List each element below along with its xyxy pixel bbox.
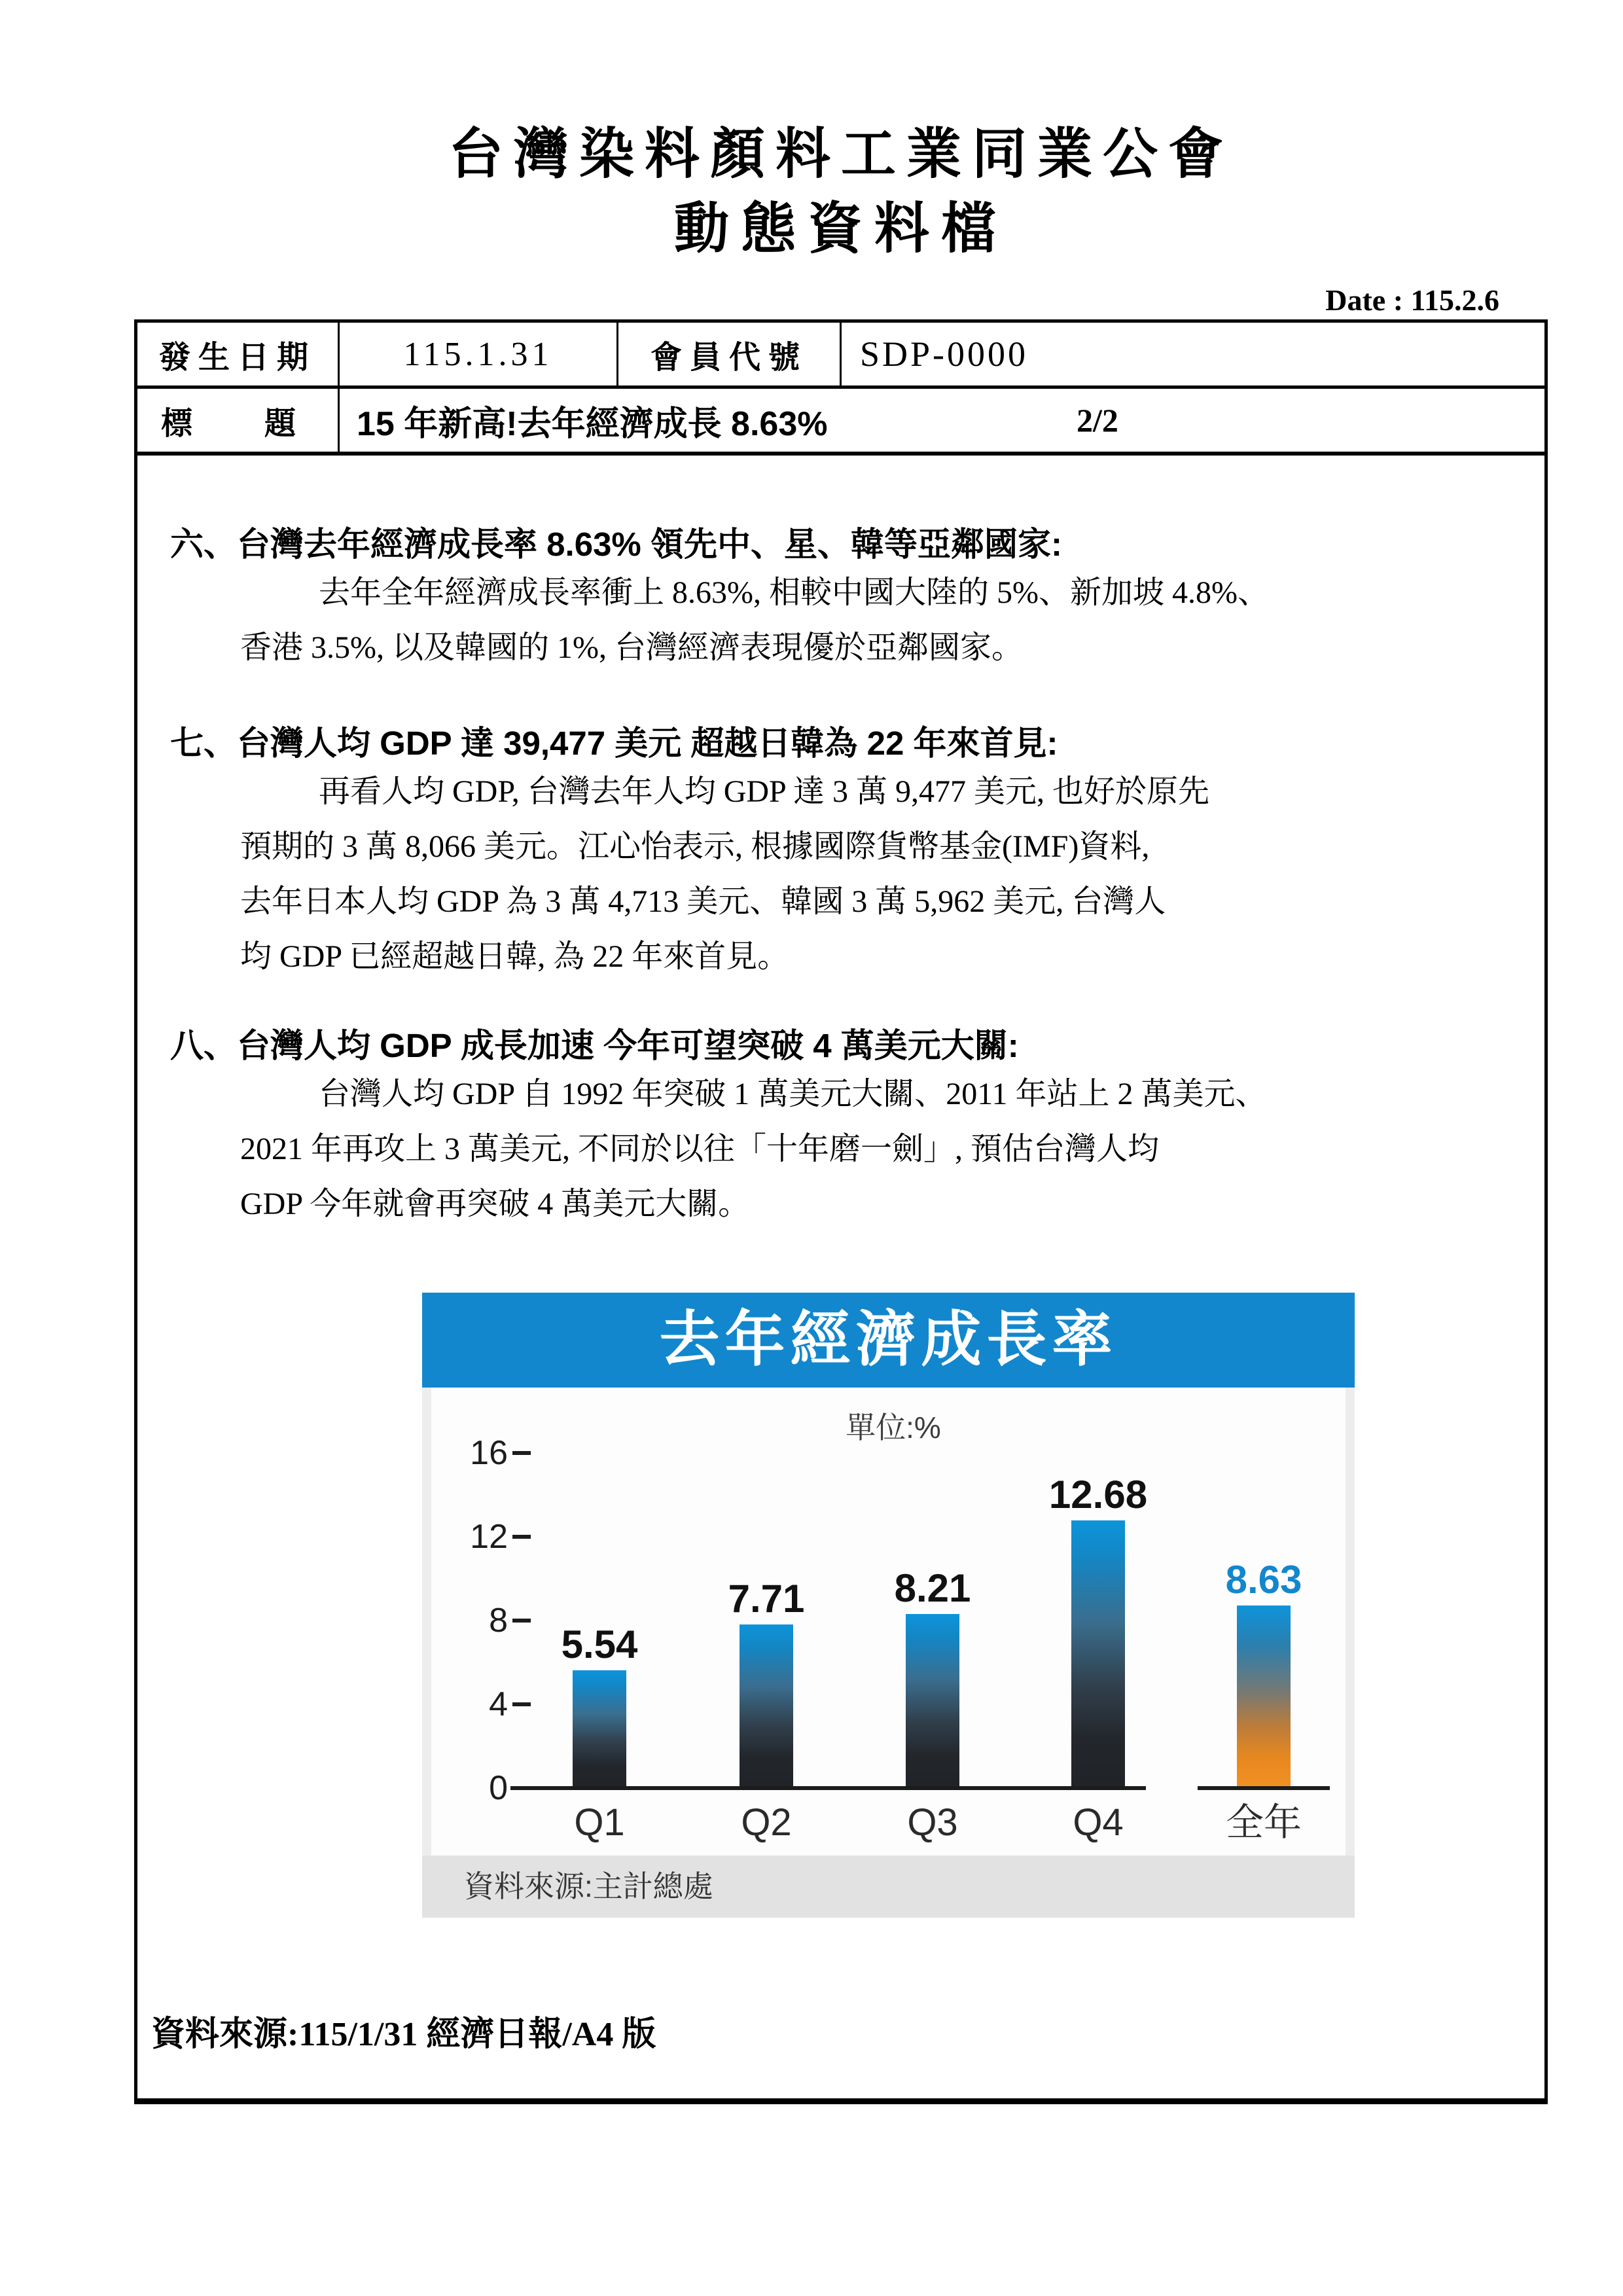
subject-label	[137, 389, 340, 452]
section-7	[137, 723, 1544, 984]
body-line: 再看人均 GDP, 台灣去年人均 GDP 達 3 萬 9,477 美元, 也好於原先	[319, 774, 1209, 809]
x-axis-label-Q1: Q1	[574, 1801, 625, 1844]
y-axis-tick-0	[422, 1770, 531, 1806]
chart-unit-label: 單位:%	[846, 1410, 941, 1444]
body-line: 2021 年再攻上 3 萬美元, 不同於以往「十年磨一劍」, 預估台灣人均	[240, 1132, 1160, 1166]
section-8-body	[240, 1067, 1544, 1232]
doc-title-line1: 台灣染料顏料工業同業公會	[448, 123, 1234, 185]
x-axis-label-Q3: Q3	[907, 1801, 958, 1844]
economic-growth-chart	[422, 1293, 1355, 1918]
bar-Q2	[740, 1624, 793, 1786]
x-axis-line-annual	[1198, 1786, 1330, 1790]
chart-title: 去年經濟成長率	[422, 1293, 1355, 1388]
body-line: 去年日本人均 GDP 為 3 萬 4,713 美元、韓國 3 萬 5,962 美元, 台灣人	[240, 884, 1166, 919]
chart-source: 資料來源:主計總處	[422, 1856, 1355, 1918]
body-line: 去年全年經濟成長率衝上 8.63%, 相較中國大陸的 5%、新加坡 4.8%、	[319, 575, 1269, 610]
subject-value: 15 年新高!去年經濟成長 8.63%	[357, 404, 828, 443]
y-axis-tick-8	[422, 1603, 531, 1638]
bar-Q4	[1071, 1520, 1125, 1786]
bar-value-Q4: 12.68	[1048, 1473, 1148, 1516]
page-indicator: 2/2	[1077, 402, 1118, 439]
doc-source-line: 資料來源:115/1/31 經濟日報/A4 版	[151, 2016, 656, 2053]
bar-Q3	[906, 1614, 959, 1786]
doc-title-line2: 動態資料檔	[673, 198, 1008, 259]
subject-label-char1: 標	[161, 406, 193, 441]
y-axis-tick-16	[422, 1435, 531, 1471]
section-6-heading: 六、台灣去年經濟成長率 8.63% 領先中、星、韓等亞鄰國家:	[170, 526, 1062, 563]
y-axis-tick-mark	[512, 1619, 531, 1623]
section-8-heading: 八、台灣人均 GDP 成長加速 今年可望突破 4 萬美元大關:	[170, 1027, 1019, 1064]
content-box	[134, 319, 1548, 2104]
body-line: GDP 今年就會再突破 4 萬美元大關。	[240, 1187, 750, 1221]
section-6	[137, 524, 1544, 675]
section-8	[137, 1025, 1544, 1232]
info-table	[137, 323, 1544, 456]
body-line: 香港 3.5%, 以及韓國的 1%, 台灣經濟表現優於亞鄰國家。	[240, 630, 1023, 665]
section-6-body	[240, 565, 1544, 675]
x-axis-line	[510, 1786, 1146, 1790]
occur-date-value: 115.1.31	[340, 323, 618, 389]
subject-label-char2: 題	[264, 406, 296, 441]
y-axis-tick-mark	[512, 1702, 531, 1706]
bar-value-Q2: 7.71	[728, 1577, 805, 1621]
member-code-value: SDP-0000	[842, 323, 1544, 389]
x-axis-label-Q4: Q4	[1073, 1801, 1124, 1844]
y-axis-tick-label: 12	[470, 1518, 508, 1556]
y-axis-tick-4	[422, 1687, 531, 1722]
y-axis-tick-mark	[512, 1535, 531, 1539]
bar-value-Q3: 8.21	[894, 1566, 971, 1610]
bar-value-Q1: 5.54	[561, 1623, 638, 1666]
y-axis-tick-label: 8	[489, 1602, 508, 1640]
section-7-body	[240, 764, 1544, 984]
bar-Q1	[573, 1670, 626, 1786]
member-code-label: 會員代號	[618, 323, 842, 389]
y-axis-tick-mark	[512, 1451, 531, 1455]
chart-plot-area	[422, 1293, 1355, 1918]
subject-cell	[340, 389, 1544, 452]
y-axis-tick-label: 16	[470, 1434, 508, 1472]
body-line: 台灣人均 GDP 自 1992 年突破 1 萬美元大關、2011 年站上 2 萬美元、	[319, 1077, 1267, 1111]
y-axis-tick-label: 0	[489, 1769, 508, 1807]
occur-date-label: 發生日期	[137, 323, 340, 389]
bar-value-全年: 8.63	[1225, 1558, 1302, 1602]
body-line: 均 GDP 已經超越日韓, 為 22 年來首見。	[240, 939, 789, 974]
section-7-heading: 七、台灣人均 GDP 達 39,477 美元 超越日韓為 22 年來首見:	[170, 725, 1058, 762]
doc-date: Date : 115.2.6	[1325, 283, 1499, 317]
y-axis-tick-label: 4	[489, 1685, 508, 1723]
y-axis-tick-12	[422, 1519, 531, 1554]
x-axis-label-Q2: Q2	[741, 1801, 792, 1844]
body-line: 預期的 3 萬 8,066 美元。江心怡表示, 根據國際貨幣基金(IMF)資料,	[240, 829, 1150, 864]
bar-全年	[1237, 1605, 1291, 1786]
x-axis-label-全年: 全年	[1225, 1801, 1302, 1844]
